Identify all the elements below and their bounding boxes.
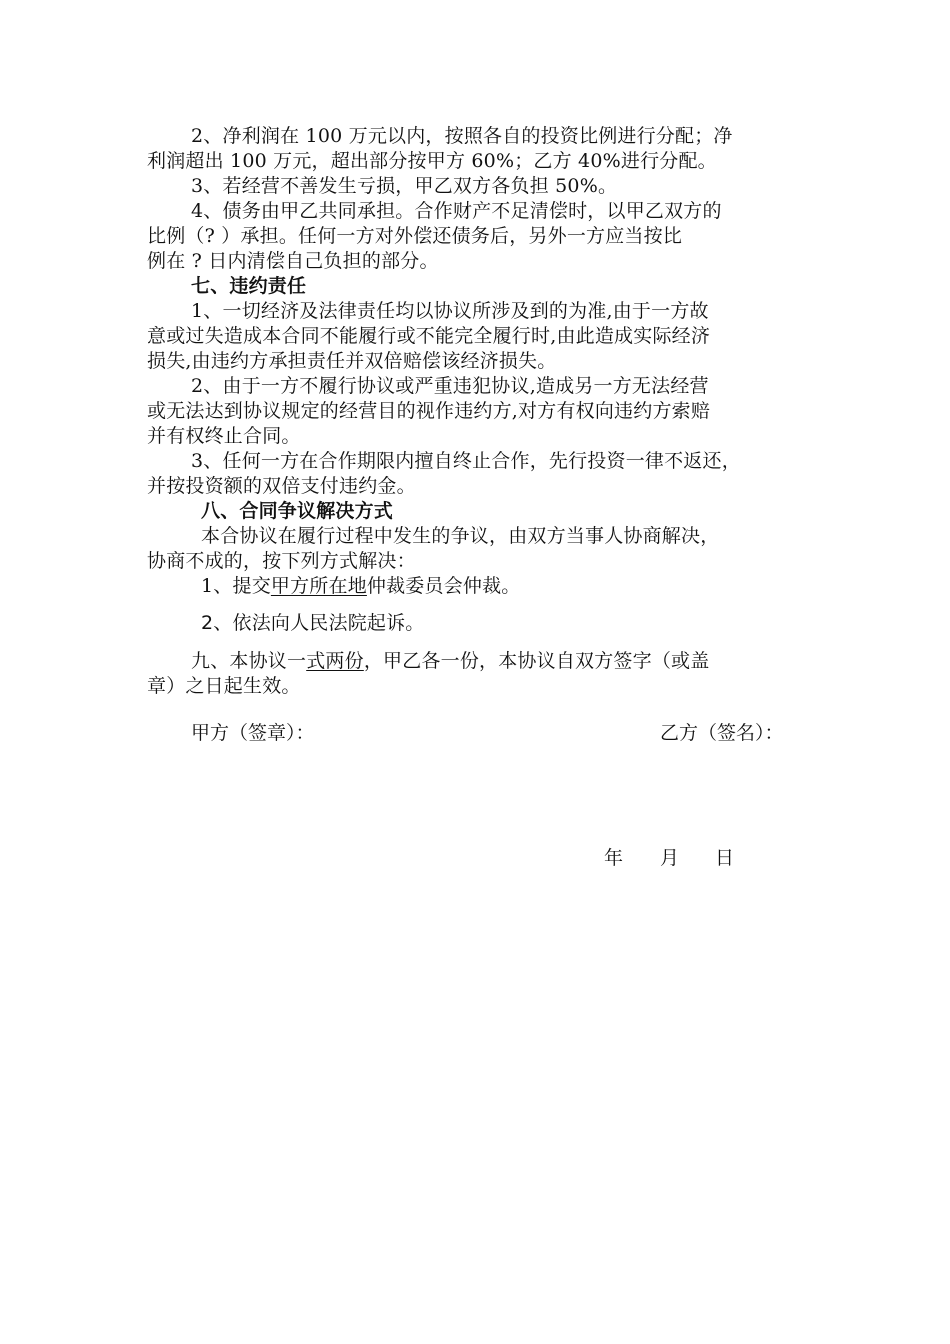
section7-p1-line3: 损失,由违约方承担责任并双倍赔偿该经济损失。: [147, 350, 557, 372]
section7-p1-line1: 1、一切经济及法律责任均以协议所涉及到的为准,由于一方故: [191, 300, 709, 322]
section7-p3-line1: 3、任何一方在合作期限内擅自终止合作，先行投资一律不返还，: [191, 450, 741, 472]
section8-option1: [201, 574, 521, 599]
party-a-signature-label: 甲方（签章）：: [191, 722, 315, 744]
party-b-signature-label: 乙方（签名）：: [660, 722, 784, 744]
section6-p4-line1: 4、债务由甲乙共同承担。合作财产不足清偿时，以甲乙双方的: [191, 200, 722, 222]
option1-underlined-place: 甲方所在地: [270, 575, 367, 597]
section9-line2: 章）之日起生效。: [147, 675, 301, 697]
option1-prefix: 1、提交: [201, 575, 271, 597]
section7-heading: 七、违约责任: [191, 275, 307, 297]
date-month-label: 月: [660, 847, 680, 869]
section9-suffix: ，甲乙各一份，本协议自双方签字（或盖: [363, 650, 710, 672]
section9-line1: [191, 649, 709, 674]
section7-p2-line3: 并有权终止合同。: [147, 425, 301, 447]
section8-intro-line2: 协商不成的，按下列方式解决：: [147, 550, 416, 572]
section7-p2-line2: 或无法达到协议规定的经营目的视作违约方,对方有权向违约方索赔: [147, 400, 711, 422]
option2-text: 、依法向人民法院起诉。: [213, 612, 425, 634]
section8-intro-line1: 本合协议在履行过程中发生的争议，由双方当事人协商解决，: [201, 525, 720, 547]
date-day-label: 日: [715, 847, 735, 869]
section6-p4-line2: 比例（? ）承担。任何一方对外偿还债务后，另外一方应当按比: [147, 225, 683, 247]
section8-heading: 八、合同争议解决方式: [201, 500, 394, 522]
section6-p4-line3: 例在 ? 日内清偿自己负担的部分。: [147, 250, 439, 272]
section7-p3-line2: 并按投资额的双倍支付违约金。: [147, 475, 416, 497]
section9-prefix: 九、本协议一: [191, 650, 307, 672]
section6-p2-line2: 利润超出 100 万元，超出部分按甲方 60%；乙方 40%进行分配。: [147, 150, 717, 172]
section6-p2-line1: 2、净利润在 100 万元以内，按照各自的投资比例进行分配；净: [191, 125, 733, 147]
option2-number: 2: [201, 612, 214, 634]
date-year-label: 年: [604, 847, 624, 869]
option1-suffix: 仲裁委员会仲裁。: [366, 575, 521, 597]
section7-p2-line1: 2、由于一方不履行协议或严重违犯协议,造成另一方无法经营: [191, 375, 709, 397]
section9-underlined-copies: 式两份: [306, 650, 364, 672]
section6-p3: 3、若经营不善发生亏损，甲乙双方各负担 50%。: [191, 175, 618, 197]
section8-option2: [201, 611, 425, 636]
section7-p1-line2: 意或过失造成本合同不能履行或不能完全履行时,由此造成实际经济: [147, 325, 711, 347]
